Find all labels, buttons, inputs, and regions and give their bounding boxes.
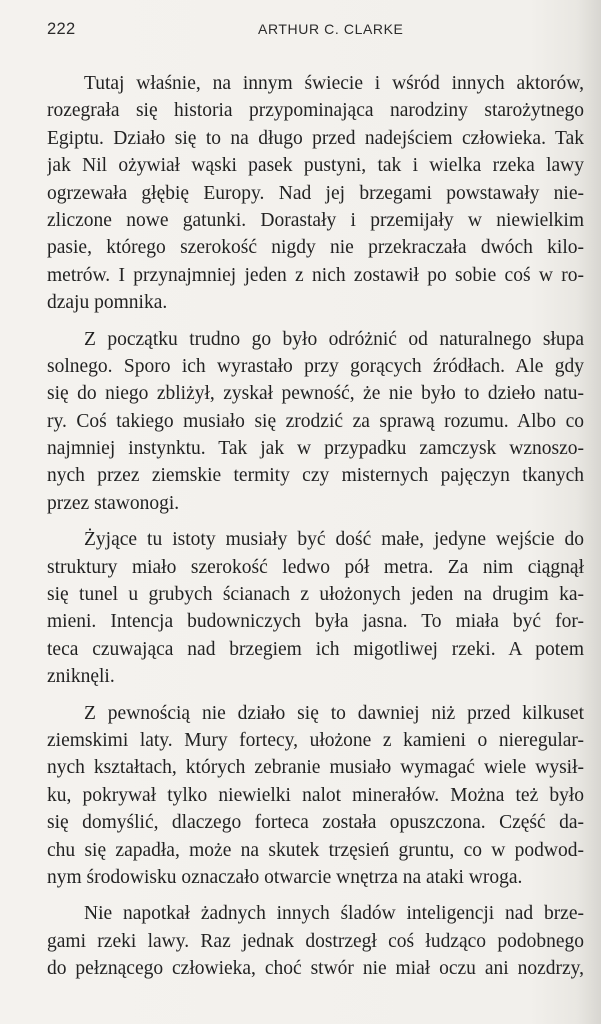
running-head: ARTHUR C. CLARKE: [258, 21, 404, 37]
text-line: najmniej instynktu. Tak jak w przypadku zamczysk wznoszo-: [47, 438, 584, 460]
text-line: ku, pokrywał tylko niewielki nalot minerałów. Można też było: [47, 784, 584, 806]
text-line: rozegrała się historia przypominająca narodziny starożytnego: [47, 100, 584, 122]
text-line: zniknęli.: [47, 666, 115, 688]
text-line: gami rzeki lawy. Raz jednak dostrzegł coś łudząco podobnego: [47, 930, 584, 952]
text-line: pasie, którego szerokość nigdy nie przekraczała dwóch kilo-: [47, 237, 584, 259]
text-line: ogrzewała głębię Europy. Nad jej brzegami powstawały nie-: [47, 182, 584, 204]
text-line: solnego. Sporo ich wyrastało przy gorących źródłach. Ale gdy: [47, 355, 584, 377]
paragraph-gap: [47, 891, 584, 900]
page-header: [47, 20, 567, 44]
text-line: ry. Coś takiego musiało się zrodzić za sprawą rozumu. Albo co: [47, 410, 584, 432]
paragraph: [47, 900, 584, 982]
text-line: ziemskimi laty. Mury fortecy, ułożone z kamieni o nieregular-: [47, 729, 584, 751]
paragraph-gap: [47, 691, 584, 700]
paragraph: [47, 700, 584, 892]
text-line: zliczone nowe gatunki. Dorastały i przemijały w niewielkim: [47, 209, 584, 231]
text-line: do pełznącego człowieka, choć stwór nie miał oczu ani nozdrzy,: [47, 958, 584, 980]
text-line: chu się zapadła, może na skutek trzęsień gruntu, co w podwod-: [47, 839, 584, 861]
body-text: [47, 70, 584, 983]
text-line: się tunel u grubych ścianach z ułożonych jeden na drugim ka-: [47, 584, 584, 606]
text-line: Tutaj właśnie, na innym świecie i wśród innych aktorów,: [84, 73, 584, 94]
text-line: Żyjące tu istoty musiały być dość małe, jedyne wejście do: [84, 529, 584, 551]
text-line: nych kształtach, których zebranie musiało wymagać wiele wysił-: [47, 757, 584, 779]
text-line: Egiptu. Działo się to na długo przed nadejściem człowieka. Tak: [47, 127, 584, 149]
text-line: metrów. I przynajmniej jeden z nich zostawił po sobie coś w ro-: [47, 264, 584, 286]
text-line: dzaju pomnika.: [47, 292, 168, 314]
paragraph-gap: [47, 317, 584, 326]
text-line: przez stawonogi.: [47, 492, 180, 514]
text-line: mieni. Intencja budowniczych była jasna. To miała być for-: [47, 611, 584, 633]
text-line: Z początku trudno go było odróżnić od naturalnego słupa: [84, 328, 584, 350]
text-line: się domyślić, dlaczego forteca została opuszczona. Część da-: [47, 812, 584, 834]
paragraph: [47, 326, 584, 518]
text-line: Z pewnością nie działo się to dawniej niż przed kilkuset: [84, 702, 584, 724]
paragraph: [47, 70, 584, 317]
page-number: 222: [47, 20, 76, 38]
text-line: jak Nil ożywiał wąski pasek pustyni, tak i wielka rzeka lawy: [47, 155, 584, 177]
text-line: Nie napotkał żadnych innych śladów inteligencji nad brze-: [84, 903, 584, 925]
text-line: się do niego zbliżył, zyskał pewność, że nie było to dzieło natu-: [47, 383, 584, 405]
paragraph: [47, 526, 584, 690]
paragraph-gap: [47, 517, 584, 526]
text-line: struktury miało szerokość ledwo pół metra. Za nim ciągnął: [47, 556, 584, 578]
text-line: nych przez ziemskie termity czy misternych pajęczyn tkanych: [47, 465, 584, 487]
text-line: teca czuwająca nad brzegiem ich migotliwej rzeki. A potem: [47, 638, 584, 660]
text-line: nym środowisku oznaczało otwarcie wnętrza na ataki wroga.: [47, 866, 523, 888]
